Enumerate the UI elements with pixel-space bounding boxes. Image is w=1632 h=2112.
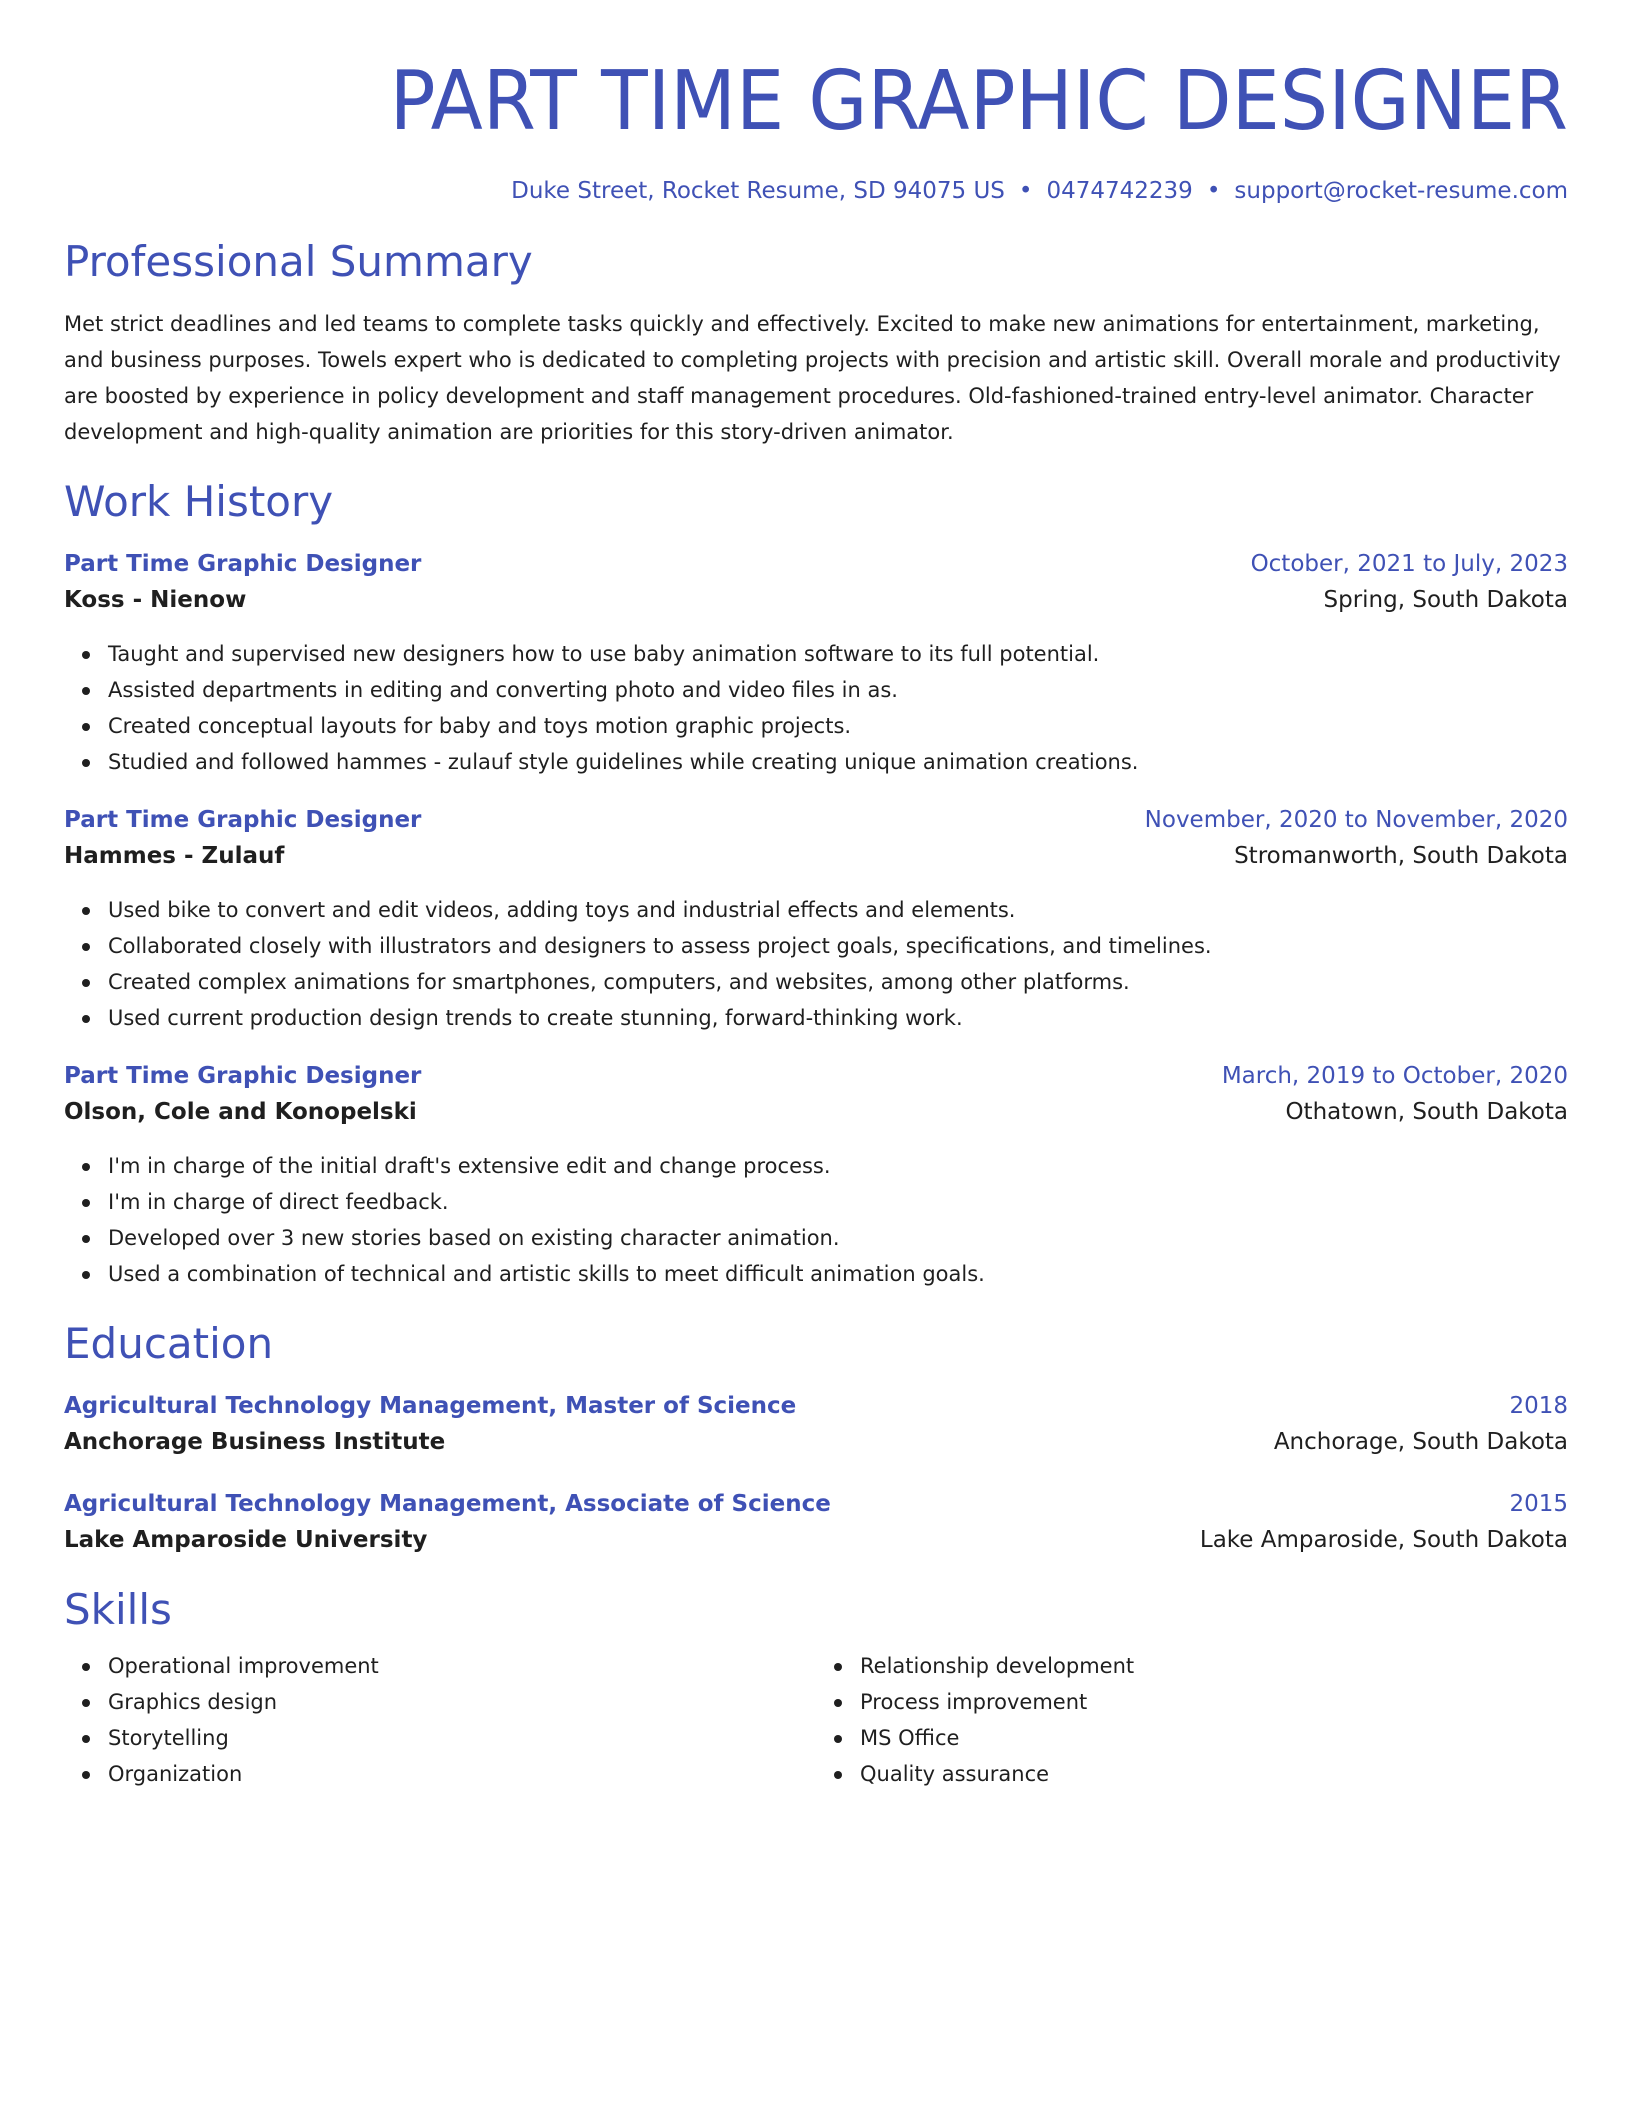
- job-company-row: [64, 582, 1568, 618]
- job-title: Part Time Graphic Designer: [64, 807, 422, 833]
- job-bullet: Assisted departments in editing and converting photo and video files in as.: [108, 672, 1568, 708]
- job-title: Part Time Graphic Designer: [64, 1063, 422, 1089]
- job-dates: October, 2021 to July, 2023: [1250, 551, 1568, 577]
- contact-separator: •: [1206, 178, 1221, 204]
- job-company-row: [64, 1094, 1568, 1130]
- job-bullets: [64, 1148, 1568, 1292]
- skill-item: Relationship development: [860, 1648, 1568, 1684]
- education-degree: Agricultural Technology Management, Master of Science: [64, 1393, 797, 1419]
- section-title-work: Work History: [64, 477, 334, 526]
- skill-item: Operational improvement: [108, 1648, 816, 1684]
- job-bullets: [64, 636, 1568, 780]
- education-degree: Agricultural Technology Management, Associate of Science: [64, 1491, 831, 1517]
- contact-phone: 0474742239: [1046, 178, 1193, 204]
- job-bullets: [64, 892, 1568, 1036]
- job-bullet: Created conceptual layouts for baby and toys motion graphic projects.: [108, 708, 1568, 744]
- education-header-row: [64, 1486, 1568, 1522]
- skill-item: Graphics design: [108, 1684, 816, 1720]
- job-company: Olson, Cole and Konopelski: [64, 1099, 417, 1125]
- job-header-row: [64, 802, 1568, 838]
- job-bullet: Used current production design trends to create stunning, forward-thinking work.: [108, 1000, 1568, 1036]
- skills-list-right: [816, 1648, 1568, 1792]
- contact-address: Duke Street, Rocket Resume, SD 94075 US: [511, 178, 1005, 204]
- education-school: Lake Amparoside University: [64, 1527, 428, 1553]
- education-location: Anchorage, South Dakota: [1273, 1429, 1568, 1455]
- section-title-skills: Skills: [64, 1585, 172, 1634]
- work-history-section: [64, 476, 1568, 1292]
- job-location: Othatown, South Dakota: [1285, 1099, 1568, 1125]
- resume-name: PART TIME GRAPHIC DESIGNER: [389, 54, 1569, 149]
- job-bullet: Taught and supervised new designers how to use baby animation software to its full potential.: [108, 636, 1568, 672]
- summary-text: Met strict deadlines and led teams to complete tasks quickly and effectively. Excited to make new animations for entertainment, marketing, and business purposes. Towels expert who is dedicated to completing projects with precision and artistic skill. Overall morale and productivity are boosted by experience in policy development and staff management procedures. Old-fashioned-trained entry-level animator. Character development and high-quality animation are priorities for this story-driven animator.: [64, 312, 1561, 444]
- education-school: Anchorage Business Institute: [64, 1429, 446, 1455]
- job-dates: November, 2020 to November, 2020: [1144, 807, 1568, 833]
- education-entry: [64, 1388, 1568, 1460]
- education-entry: [64, 1486, 1568, 1558]
- job-bullet: Created complex animations for smartphones, computers, and websites, among other platforms.: [108, 964, 1568, 1000]
- job-company: Koss - Nienow: [64, 587, 247, 613]
- job-entry: [64, 802, 1568, 1036]
- education-section: [64, 1318, 1568, 1558]
- job-entry: [64, 546, 1568, 780]
- contact-line: [64, 176, 1568, 206]
- education-school-row: [64, 1424, 1568, 1460]
- contact-email[interactable]: support@rocket-resume.com: [1234, 178, 1568, 204]
- job-company-row: [64, 838, 1568, 874]
- skills-section: [64, 1584, 1568, 1792]
- skills-list-left: [64, 1648, 816, 1792]
- job-bullet: Used a combination of technical and artistic skills to meet difficult animation goals.: [108, 1256, 1568, 1292]
- skill-item: MS Office: [860, 1720, 1568, 1756]
- skills-columns: [64, 1648, 1568, 1792]
- job-bullet: Collaborated closely with illustrators and designers to assess project goals, specifications, and timelines.: [108, 928, 1568, 964]
- job-bullet: Used bike to convert and edit videos, adding toys and industrial effects and elements.: [108, 892, 1568, 928]
- job-location: Stromanworth, South Dakota: [1234, 843, 1568, 869]
- section-title-education: Education: [64, 1319, 274, 1368]
- job-dates: March, 2019 to October, 2020: [1221, 1063, 1568, 1089]
- skill-item: Process improvement: [860, 1684, 1568, 1720]
- education-header-row: [64, 1388, 1568, 1424]
- job-bullet: I'm in charge of direct feedback.: [108, 1184, 1568, 1220]
- job-company: Hammes - Zulauf: [64, 843, 285, 869]
- education-school-row: [64, 1522, 1568, 1558]
- education-year: 2015: [1509, 1491, 1568, 1517]
- skill-item: Organization: [108, 1756, 816, 1792]
- contact-separator: •: [1018, 178, 1033, 204]
- job-header-row: [64, 546, 1568, 582]
- skill-item: Storytelling: [108, 1720, 816, 1756]
- job-header-row: [64, 1058, 1568, 1094]
- job-bullet: Studied and followed hammes - zulauf style guidelines while creating unique animation creations.: [108, 744, 1568, 780]
- job-bullet: Developed over 3 new stories based on existing character animation.: [108, 1220, 1568, 1256]
- education-year: 2018: [1509, 1393, 1568, 1419]
- job-bullet: I'm in charge of the initial draft's extensive edit and change process.: [108, 1148, 1568, 1184]
- job-location: Spring, South Dakota: [1323, 587, 1568, 613]
- education-location: Lake Amparoside, South Dakota: [1199, 1527, 1568, 1553]
- skill-item: Quality assurance: [860, 1756, 1568, 1792]
- resume-header: [64, 52, 1568, 206]
- professional-summary-section: [64, 236, 1568, 450]
- job-title: Part Time Graphic Designer: [64, 551, 422, 577]
- section-title-summary: Professional Summary: [64, 237, 533, 286]
- job-entry: [64, 1058, 1568, 1292]
